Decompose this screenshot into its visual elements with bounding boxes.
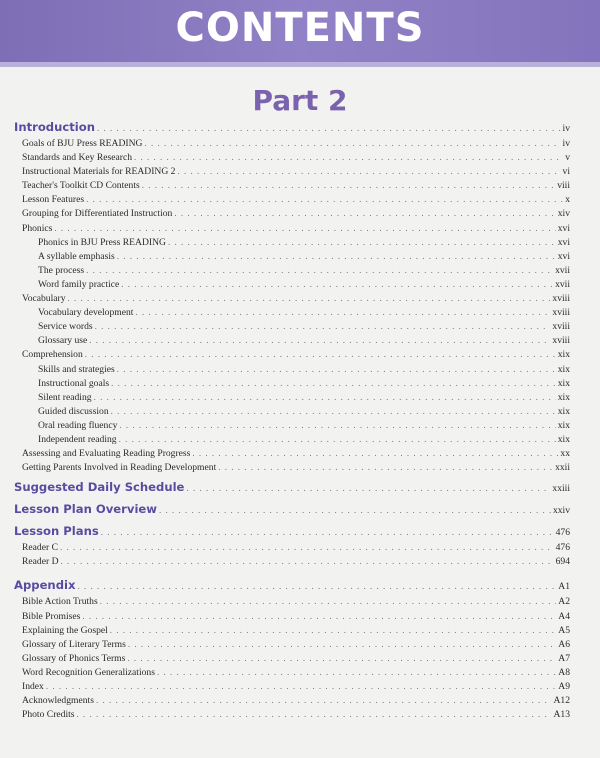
page-number: xviii <box>552 335 570 347</box>
toc-entry[interactable] <box>14 164 570 178</box>
leader-dots <box>110 623 556 637</box>
page-number: A13 <box>553 709 570 721</box>
entry-label: Word Recognition Generalizations <box>22 666 155 678</box>
toc-subentry[interactable] <box>14 305 570 319</box>
leader-dots <box>135 305 550 319</box>
entry-label: Standards and Key Research <box>22 152 133 164</box>
section-title: Suggested Daily Schedule <box>14 480 185 495</box>
entry-label: Phonics in BJU Press READING <box>38 236 166 248</box>
entry-label: Teacher's Toolkit CD Contents <box>22 180 140 192</box>
page-number: 694 <box>555 556 570 568</box>
toc-entry[interactable] <box>14 651 570 665</box>
entry-label: Comprehension <box>22 349 83 361</box>
page-number: A6 <box>558 638 570 650</box>
entry-label: Acknowledgments <box>22 695 94 707</box>
toc-entry[interactable] <box>14 665 570 679</box>
leader-dots <box>68 291 551 305</box>
leader-dots <box>111 376 556 390</box>
toc-entry[interactable] <box>14 136 570 150</box>
toc-entry[interactable] <box>14 347 570 361</box>
toc-subentry[interactable] <box>14 404 570 418</box>
page-number: xix <box>557 349 570 361</box>
toc-entry[interactable] <box>14 446 570 460</box>
page-number: xix <box>557 433 570 445</box>
entry-label: Vocabulary <box>22 293 66 305</box>
entry-label: Glossary use <box>38 335 88 347</box>
leader-dots <box>89 333 550 347</box>
page-number: A4 <box>558 610 570 622</box>
leader-dots <box>94 390 556 404</box>
section-title: Appendix <box>14 578 76 593</box>
leader-dots <box>144 136 560 150</box>
section-title: Lesson Plans <box>14 524 99 539</box>
leader-dots <box>117 249 556 263</box>
toc-subentry[interactable] <box>14 418 570 432</box>
page-number: A5 <box>558 624 570 636</box>
page-number: xiv <box>557 208 570 220</box>
part-title: Part 2 <box>252 84 348 117</box>
leader-dots <box>174 206 555 220</box>
page-number: x <box>565 194 570 206</box>
toc-section-introduction[interactable] <box>14 118 570 136</box>
toc-entry[interactable] <box>14 623 570 637</box>
toc-entry[interactable] <box>14 221 570 235</box>
entry-label: Skills and strategies <box>38 363 115 375</box>
page-number: A7 <box>558 652 570 664</box>
table-of-contents <box>14 118 570 721</box>
entry-label: Grouping for Differentiated Instruction <box>22 208 173 220</box>
leader-dots <box>86 192 563 206</box>
toc-entry[interactable] <box>14 594 570 608</box>
entry-label: A syllable emphasis <box>38 250 115 262</box>
toc-subentry[interactable] <box>14 235 570 249</box>
page-number: xix <box>557 363 570 375</box>
entry-label: Oral reading fluency <box>38 419 118 431</box>
toc-subentry[interactable] <box>14 362 570 376</box>
section-title: Lesson Plan Overview <box>14 502 157 517</box>
leader-dots <box>127 651 556 665</box>
page-number: xvi <box>557 236 570 248</box>
leader-dots <box>96 693 552 707</box>
page-number: v <box>565 152 570 164</box>
toc-entry[interactable] <box>14 679 570 693</box>
page-number: vi <box>562 166 570 178</box>
banner-title: CONTENTS <box>175 5 425 51</box>
entry-label: Silent reading <box>38 391 92 403</box>
toc-entry[interactable] <box>14 150 570 164</box>
leader-dots <box>186 479 550 497</box>
leader-dots <box>177 164 560 178</box>
page-number: xix <box>557 391 570 403</box>
leader-dots <box>54 221 555 235</box>
leader-dots <box>192 446 558 460</box>
leader-dots <box>86 263 553 277</box>
toc-subentry[interactable] <box>14 333 570 347</box>
leader-dots <box>157 665 556 679</box>
entry-label: Index <box>22 681 44 692</box>
banner-edge <box>0 62 600 67</box>
section-title: Introduction <box>14 120 95 134</box>
leader-dots <box>168 235 556 249</box>
leader-dots <box>77 577 556 595</box>
entry-label: Explaining the Gospel <box>22 624 108 636</box>
leader-dots <box>117 362 556 376</box>
entry-label: Glossary of Phonics Terms <box>22 652 126 664</box>
entry-label: Instructional Materials for READING 2 <box>22 166 176 178</box>
page-number: xxii <box>555 462 570 474</box>
entry-label: Glossary of Literary Terms <box>22 638 126 650</box>
entry-label: Bible Action Truths <box>22 596 98 608</box>
page-number: 476 <box>555 527 570 539</box>
entry-label: Bible Promises <box>22 610 81 622</box>
entry-label: The process <box>38 264 85 276</box>
toc-entry[interactable] <box>14 637 570 651</box>
entry-label: Reader D <box>22 556 59 568</box>
page-number: xvi <box>557 222 570 234</box>
leader-dots <box>142 178 555 192</box>
spacer <box>14 568 570 576</box>
toc-entry[interactable] <box>14 693 570 707</box>
toc-subentry[interactable] <box>14 376 570 390</box>
page-number: A8 <box>558 666 570 678</box>
entry-label: Reader C <box>22 542 58 554</box>
entry-label: Goals of BJU Press READING <box>22 138 143 149</box>
toc-subentry[interactable] <box>14 319 570 333</box>
toc-entry[interactable] <box>14 291 570 305</box>
toc-entry[interactable] <box>14 206 570 220</box>
leader-dots <box>85 347 556 361</box>
leader-dots <box>101 523 554 541</box>
page-number: A9 <box>558 681 570 692</box>
leader-dots <box>119 432 556 446</box>
entry-label: Guided discussion <box>38 405 109 417</box>
toc-subentry[interactable] <box>14 432 570 446</box>
toc-subentry[interactable] <box>14 390 570 404</box>
leader-dots <box>111 404 556 418</box>
page-number: 476 <box>555 542 570 554</box>
entry-label: Word family practice <box>38 278 120 290</box>
page-number: xvi <box>557 250 570 262</box>
entry-label: Getting Parents Involved in Reading Development <box>22 462 217 474</box>
toc-entry[interactable] <box>14 707 570 721</box>
toc-entry[interactable] <box>14 460 570 474</box>
page-number: A12 <box>553 695 570 707</box>
page-number: xviii <box>552 293 570 305</box>
page-number: xvii <box>555 264 570 276</box>
leader-dots <box>61 554 554 568</box>
page-number: xix <box>557 419 570 431</box>
leader-dots <box>218 460 553 474</box>
leader-dots <box>128 637 556 651</box>
page-number: viii <box>557 180 570 192</box>
leader-dots <box>46 679 556 693</box>
leader-dots <box>121 277 553 291</box>
leader-dots <box>134 150 563 164</box>
toc-entry[interactable] <box>14 178 570 192</box>
page-number: xviii <box>552 307 570 319</box>
toc-subentry[interactable] <box>14 263 570 277</box>
entry-label: Vocabulary development <box>38 307 134 319</box>
page-number: xx <box>560 448 570 460</box>
page-number: xix <box>557 377 570 389</box>
entry-label: Service words <box>38 321 93 333</box>
entry-label: Independent reading <box>38 433 117 445</box>
entry-label: Photo Credits <box>22 709 75 721</box>
leader-dots <box>60 540 554 554</box>
page-number: xix <box>557 405 570 417</box>
toc-subentry[interactable] <box>14 249 570 263</box>
leader-dots <box>95 319 551 333</box>
leader-dots <box>97 119 561 137</box>
page-number: xxiv <box>552 505 570 517</box>
toc-entry[interactable] <box>14 540 570 554</box>
leader-dots <box>82 609 556 623</box>
leader-dots <box>100 594 557 608</box>
leader-dots <box>119 418 555 432</box>
page-number: iv <box>562 138 570 149</box>
entry-label: Instructional goals <box>38 377 110 389</box>
entry-label: Lesson Features <box>22 194 85 206</box>
toc-subentry[interactable] <box>14 277 570 291</box>
page-number: xxiii <box>552 483 570 495</box>
toc-entry[interactable] <box>14 192 570 206</box>
toc-entry[interactable] <box>14 609 570 623</box>
entry-label: Phonics <box>22 222 53 234</box>
toc-section-lesson-plan-overview[interactable] <box>14 500 570 518</box>
page-number: iv <box>562 123 570 134</box>
leader-dots <box>159 501 551 519</box>
entry-label: Assessing and Evaluating Reading Progress <box>22 448 191 460</box>
page-number: A1 <box>558 581 570 593</box>
toc-section-lesson-plans[interactable] <box>14 522 570 540</box>
leader-dots <box>77 707 552 721</box>
page-number: xviii <box>552 321 570 333</box>
page-number: A2 <box>558 596 570 608</box>
toc-entry[interactable] <box>14 554 570 568</box>
toc-section-appendix[interactable] <box>14 576 570 594</box>
page-number: xvii <box>555 278 570 290</box>
toc-section-suggested-daily-schedule[interactable] <box>14 478 570 496</box>
